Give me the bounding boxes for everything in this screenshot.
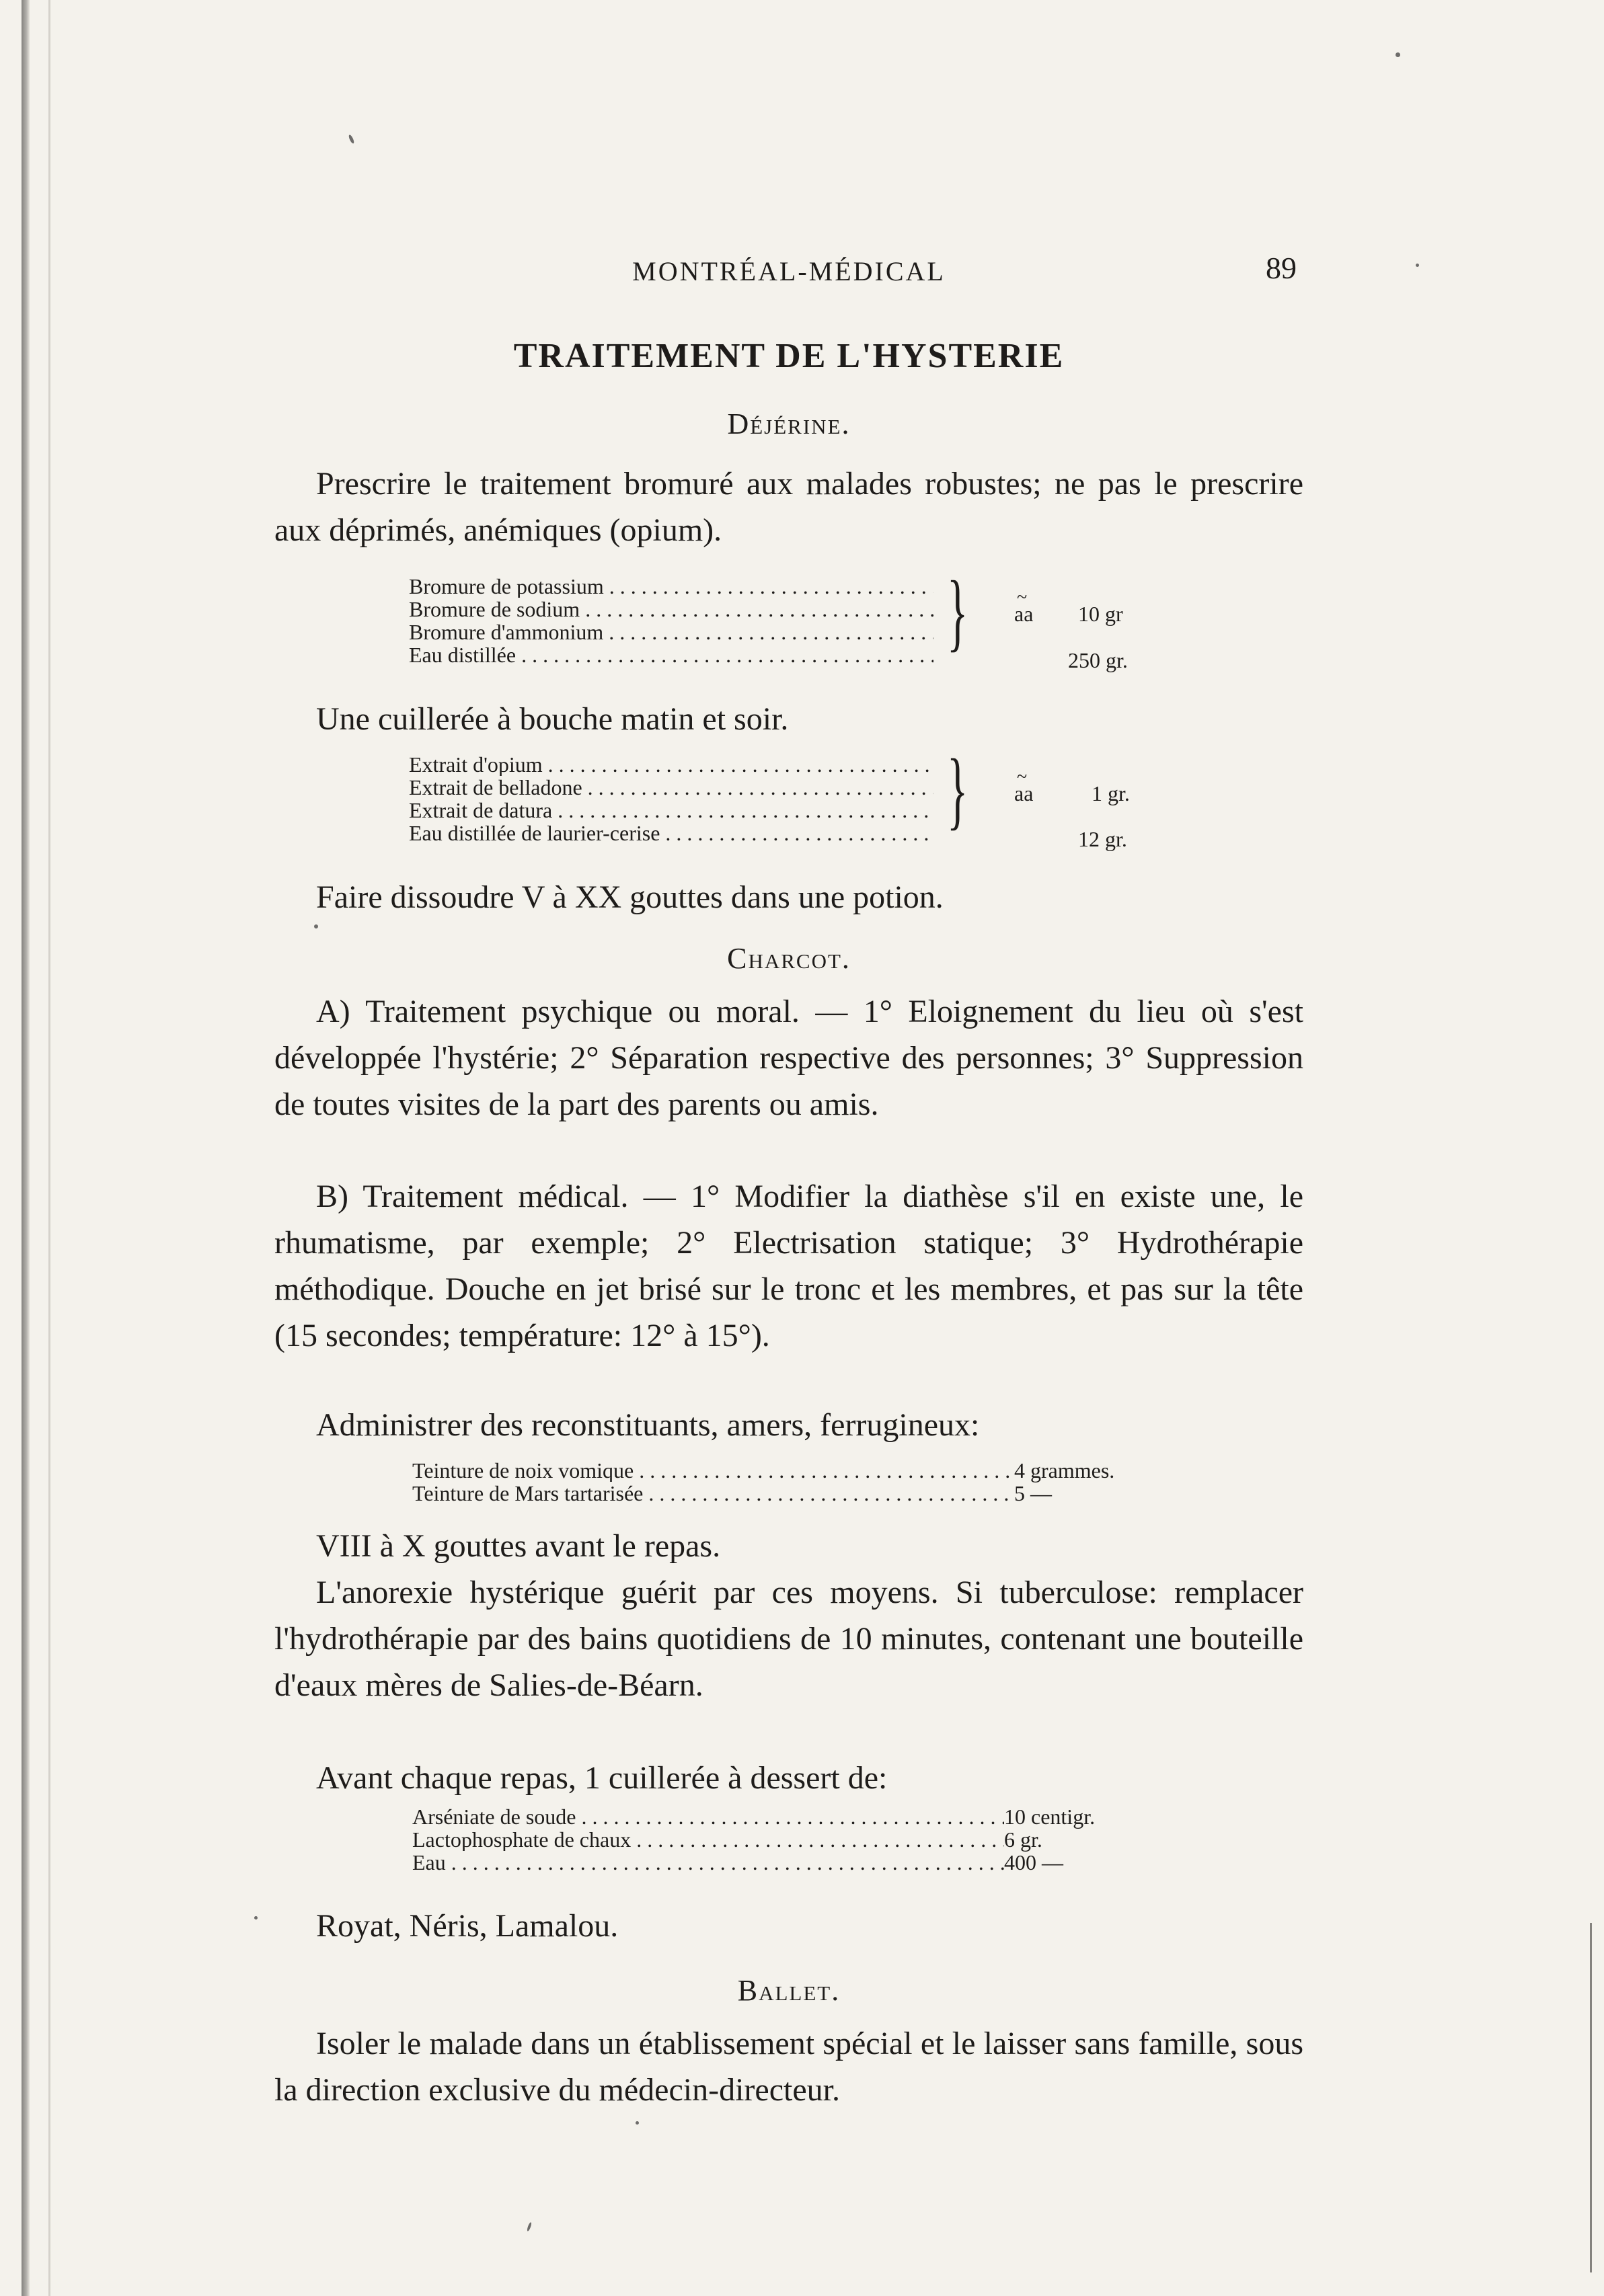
binding-shadow: [22, 0, 30, 2296]
scan-speck: [1396, 52, 1400, 57]
scan-speck: [254, 1916, 258, 1919]
ana-abbreviation: ~ aa: [1014, 781, 1033, 806]
formula-row: Extrait de datura . . .: [409, 799, 933, 822]
charcot-anorexie: L'anorexie hystérique guérit par ces moyens. Si tuberculose: remplacer l'hydrothérapie par des bains quotidiens de 10 minutes, contenant une bouteille d'eaux mères de Salies-de-Béarn.: [274, 1575, 1303, 1703]
formula-row: Teinture de Mars tartarisée . . . 5 —: [412, 1482, 1114, 1505]
dejerine-instruction-2: Faire dissoudre V à XX gouttes dans une potion.: [316, 879, 944, 915]
scan-speck: [527, 2222, 533, 2232]
formula-row: Arséniate de soude . . . 10 centigr.: [412, 1805, 1095, 1828]
brace-symbol: }: [947, 563, 968, 660]
running-head: [274, 250, 1303, 290]
scan-speck: [314, 924, 318, 928]
dose: 10 gr: [1078, 602, 1123, 626]
dejerine-intro: Prescrire le traitement bromuré aux malades robustes; ne pas le prescrire aux déprimés, anémiques (opium).: [274, 466, 1303, 548]
formula-teintures: [412, 1459, 1114, 1505]
author-ballet: Ballet.: [737, 1974, 841, 2007]
formula-row: Eau distillée . . .: [409, 643, 933, 666]
formula-row: Bromure de potassium . . .: [409, 575, 933, 598]
page-edge-mark: [1590, 1923, 1592, 2272]
page-number: 89: [1266, 251, 1297, 285]
charcot-administer: Administrer des reconstituants, amers, ferrugineux:: [316, 1407, 980, 1443]
author-charcot: Charcot.: [727, 942, 851, 975]
scan-speck: [348, 134, 354, 145]
section-title: TRAITEMENT DE L'HYSTERIE: [513, 337, 1065, 375]
dose-water: 250 gr.: [1068, 648, 1128, 672]
formula-bromures: [409, 575, 933, 666]
formula-extraits: [409, 753, 933, 844]
formula-row: Bromure d'ammonium . . .: [409, 621, 933, 643]
formula-row: Extrait de belladone . . .: [409, 776, 933, 799]
formula-arseniate: [412, 1805, 1095, 1874]
brace-symbol: }: [947, 742, 968, 838]
binding-line: [48, 0, 50, 2296]
journal-title: MONTRÉAL-MÉDICAL: [632, 256, 946, 286]
formula-row: Eau distillée de laurier-cerise . . .: [409, 822, 933, 844]
author-dejerine: Déjérine.: [727, 407, 851, 440]
scan-speck: [1416, 264, 1419, 267]
scan-speck: [636, 2121, 639, 2125]
charcot-treatment-a: A) Traitement psychique ou moral. — 1° Eloignement du lieu où s'est développée l'hystérie; 2° Séparation respective des personnes; 3° Suppression de toutes visites de la part des parents ou amis.: [274, 994, 1303, 1122]
formula-row: Eau . . . 400 —: [412, 1851, 1095, 1874]
dose-water: 12 gr.: [1078, 827, 1127, 851]
ana-abbreviation: ~ aa: [1014, 602, 1033, 627]
charcot-stations: Royat, Néris, Lamalou.: [316, 1908, 619, 1944]
ballet-text: Isoler le malade dans un établissement spécial et le laisser sans famille, sous la direction exclusive du médecin-directeur.: [274, 2026, 1303, 2108]
formula-row: Bromure de sodium . . .: [409, 598, 933, 621]
charcot-avant-repas: Avant chaque repas, 1 cuillerée à dessert de:: [316, 1760, 888, 1796]
dejerine-instruction-1: Une cuillerée à bouche matin et soir.: [316, 701, 789, 737]
charcot-treatment-b: B) Traitement médical. — 1° Modifier la diathèse s'il en existe une, le rhumatisme, par exemple; 2° Electrisation statique; 3° Hydrothérapie méthodique. Douche en jet brisé sur le tronc et les membres, et pas sur la tête (15 secondes; température: 12° à 15°).: [274, 1179, 1303, 1353]
charcot-drops: VIII à X gouttes avant le repas.: [316, 1528, 721, 1564]
dose: 1 gr.: [1092, 781, 1130, 805]
formula-row: Teinture de noix vomique . . . 4 grammes.: [412, 1459, 1114, 1482]
formula-row: Lactophosphate de chaux . . . 6 gr.: [412, 1828, 1095, 1851]
formula-row: Extrait d'opium . . .: [409, 753, 933, 776]
